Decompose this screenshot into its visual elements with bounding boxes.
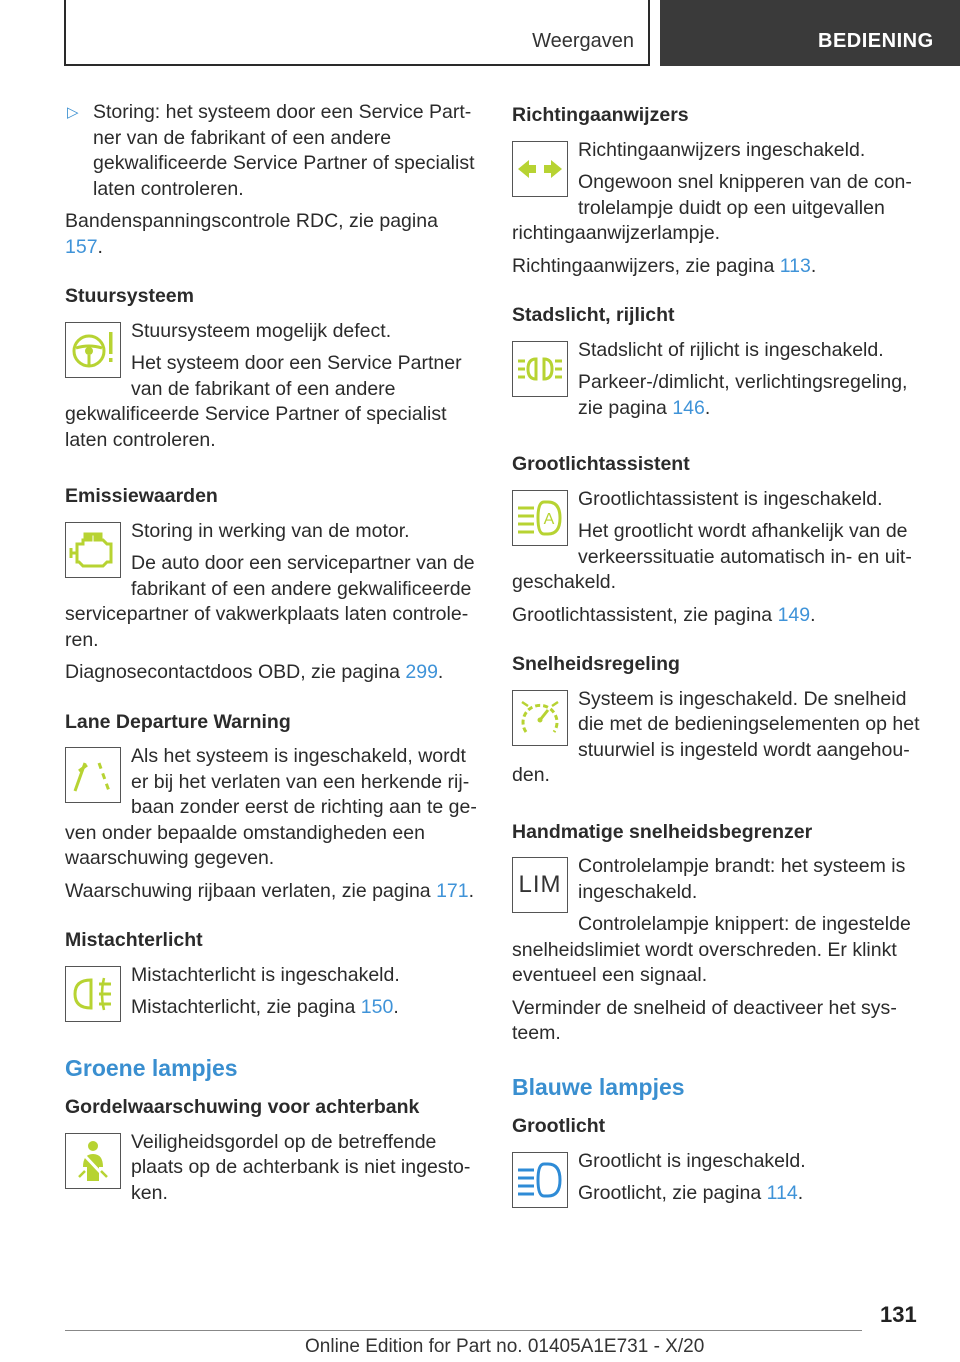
highbeam-reference: Grootlicht, zie pagina 114. [578,1182,804,1204]
high-beam-icon [512,1152,568,1208]
steering-heading: Stuursysteem [65,285,194,307]
cruise-entry: Systeem is ingeschakeld. De snelheid die met de bedieningselementen op het stuurwiel is ingesteld wordt aangehouden. [512,687,920,786]
highbeam-assist-reference: Grootlichtassistent, zie pagina 149. [512,603,816,626]
limiter-heading: Handmatige snelheidsbegrenzer [512,820,813,843]
turn-heading: Richtingaanwijzers [512,104,689,126]
page-link-146[interactable]: 146 [672,396,705,419]
header-section-box [64,0,650,66]
svg-text:A: A [543,510,555,528]
page-link-171[interactable]: 171 [436,879,469,902]
rear-fog-light-icon [65,966,121,1022]
parking-heading: Stadslicht, rijlicht [512,304,675,326]
fog-reference: Mistachterlicht, zie pagina 150. [131,996,399,1018]
limiter-entry: LIM Controlelampje brandt: het systeem is ingeschakeld. Controlelampje knippert: de ingestelde snelheidslimiet wordt overschreden. Er klinkt eventueel een signaal. [512,855,911,986]
triangle-bullet-icon: ▷ [67,104,79,121]
header-chapter-box [660,0,960,66]
right-column: Richtingaanwijzers Richtingaanwijzers ingeschakeld. Ongewoon snel knipperen van de controlelampje duidt op een uitgevallen richtingaanwijzerlampje. Richtingaanwijzers, zie pagina 113. Stadslicht, rijlicht Stadslicht of rijlicht is ingeschakeld. Parkeer-/dimlicht, verlichtingsregeling, zie pagina 146. Grootlichtassistent A Grootlichtassistent is ingeschakeld. Het grootlicht wordt afhankelijk van de verkeerssituatie automatisch in- en uitgeschakeld. Grootlichtassistent, zie pagina 149. Snelheidsregeling Systeem is ingeschakeld. De snelheid die met de bedieningselementen op het stuurwiel is ingesteld wordt aangehouden. Handmatige snelheidsbegrenzer LIM Controlelampje brandt: het systeem is ingeschakeld. Controlelampje knippert: de ingestelde snelheidslimiet wordt overschreden. Er klinkt eventueel een signaal. Verminder de snelheid of deactiveer het systeem. Blauwe lampjes Grootlicht Grootlicht is ingeschakeld. Grootlicht, zie pagina 114. [512,100,924,1214]
engine-check-icon [65,522,121,578]
parking-light-icon [512,341,568,397]
high-beam-assist-icon [512,490,568,546]
page-link-299[interactable]: 299 [405,661,438,683]
page-link-157[interactable]: 157 [65,235,98,258]
turn-entry: Richtingaanwijzers ingeschakeld. Ongewoon snel knipperen van de controlelampje duidt op een uitgevallen richtingaanwijzerlampje. [512,138,912,244]
fog-heading: Mistachterlicht [65,929,203,951]
cruise-control-icon [512,690,568,746]
page-link-114[interactable]: 114 [766,1182,798,1204]
steering-entry: Stuursysteem mogelijk defect. Het systeem door een Service Partner van de fabrikant of een andere gekwalificeerde Service Partner of specialist laten controleren. [65,319,462,451]
steering-wheel-warning-icon [65,322,121,378]
header-section-title: Weergaven [532,30,634,52]
page-link-149[interactable]: 149 [777,603,811,626]
footer-edition: Online Edition for Part no. 01405A1E731 - X/20 [305,1336,705,1357]
obd-reference: Diagnosecontactdoos OBD, zie pagina 299. [65,661,444,683]
emissions-heading: Emissiewaarden [65,485,218,507]
seatbelt-icon [65,1133,121,1189]
cruise-heading: Snelheidsregeling [512,653,680,675]
rdc-reference: Bandenspanningscontrole RDC, zie pagina 157. [65,210,438,258]
turn-reference: Richtingaanwijzers, zie pagina 113. [512,254,817,277]
highbeam-assist-heading: Grootlichtassistent [512,453,690,475]
page-link-150[interactable]: 150 [360,996,394,1018]
fog-entry: Mistachterlicht is ingeschakeld. Mistachterlicht, zie pagina 150. [65,963,477,1028]
speed-limiter-icon: LIM [512,857,568,913]
parking-entry: Stadslicht of rijlicht is ingeschakeld. Parkeer-/dimlicht, verlichtingsregeling, zie pagina 146. [512,338,924,429]
blue-lights-heading: Blauwe lampjes [512,1073,685,1100]
page-link-113[interactable]: 113 [779,254,811,277]
lane-departure-icon [65,747,121,803]
emissions-entry: Storing in werking van de motor. De auto door een servicepartner van de fabrikant of een andere gekwalificeerde servicepartner of vakwerkplaats laten controleren. [65,519,475,651]
page-number: 131 [880,1302,917,1327]
highbeam-heading: Grootlicht [512,1115,606,1137]
green-lights-heading: Groene lampjes [65,1054,238,1081]
lane-heading: Lane Departure Warning [65,710,291,733]
left-column [65,100,477,1213]
highbeam-assist-entry: A Grootlichtassistent is ingeschakeld. Het grootlicht wordt afhankelijk van de verkeerssituatie automatisch in- en uitgeschakeld. [512,487,912,593]
highbeam-entry: Grootlicht is ingeschakeld. Grootlicht, zie pagina 114. [512,1149,924,1214]
lane-entry: Als het systeem is ingeschakeld, wordt er bij het verlaten van een herkende rijbaan zonder eerst de richting aan te geven onder bepaalde omstandigheden een waarschuwing gegeven. [65,745,477,869]
belt-entry: Veiligheidsgordel op de betreffende plaats op de achterbank is niet ingestoken. [65,1130,477,1214]
header-chapter-title: BEDIENING [818,30,934,52]
bullet-item: ▷ Storing: het systeem door een Service Partner van de fabrikant of een andere gekwalificeerde Service Partner of specialist laten controleren. [67,101,475,200]
parking-reference: Parkeer-/dimlicht, verlichtingsregeling, zie pagina 146. [578,371,908,419]
lane-reference: Waarschuwing rijbaan verlaten, zie pagina 171. [65,879,475,902]
turn-signal-icon [512,141,568,197]
belt-heading: Gordelwaarschuwing voor achterbank [65,1096,420,1118]
footer-divider [65,1330,862,1331]
